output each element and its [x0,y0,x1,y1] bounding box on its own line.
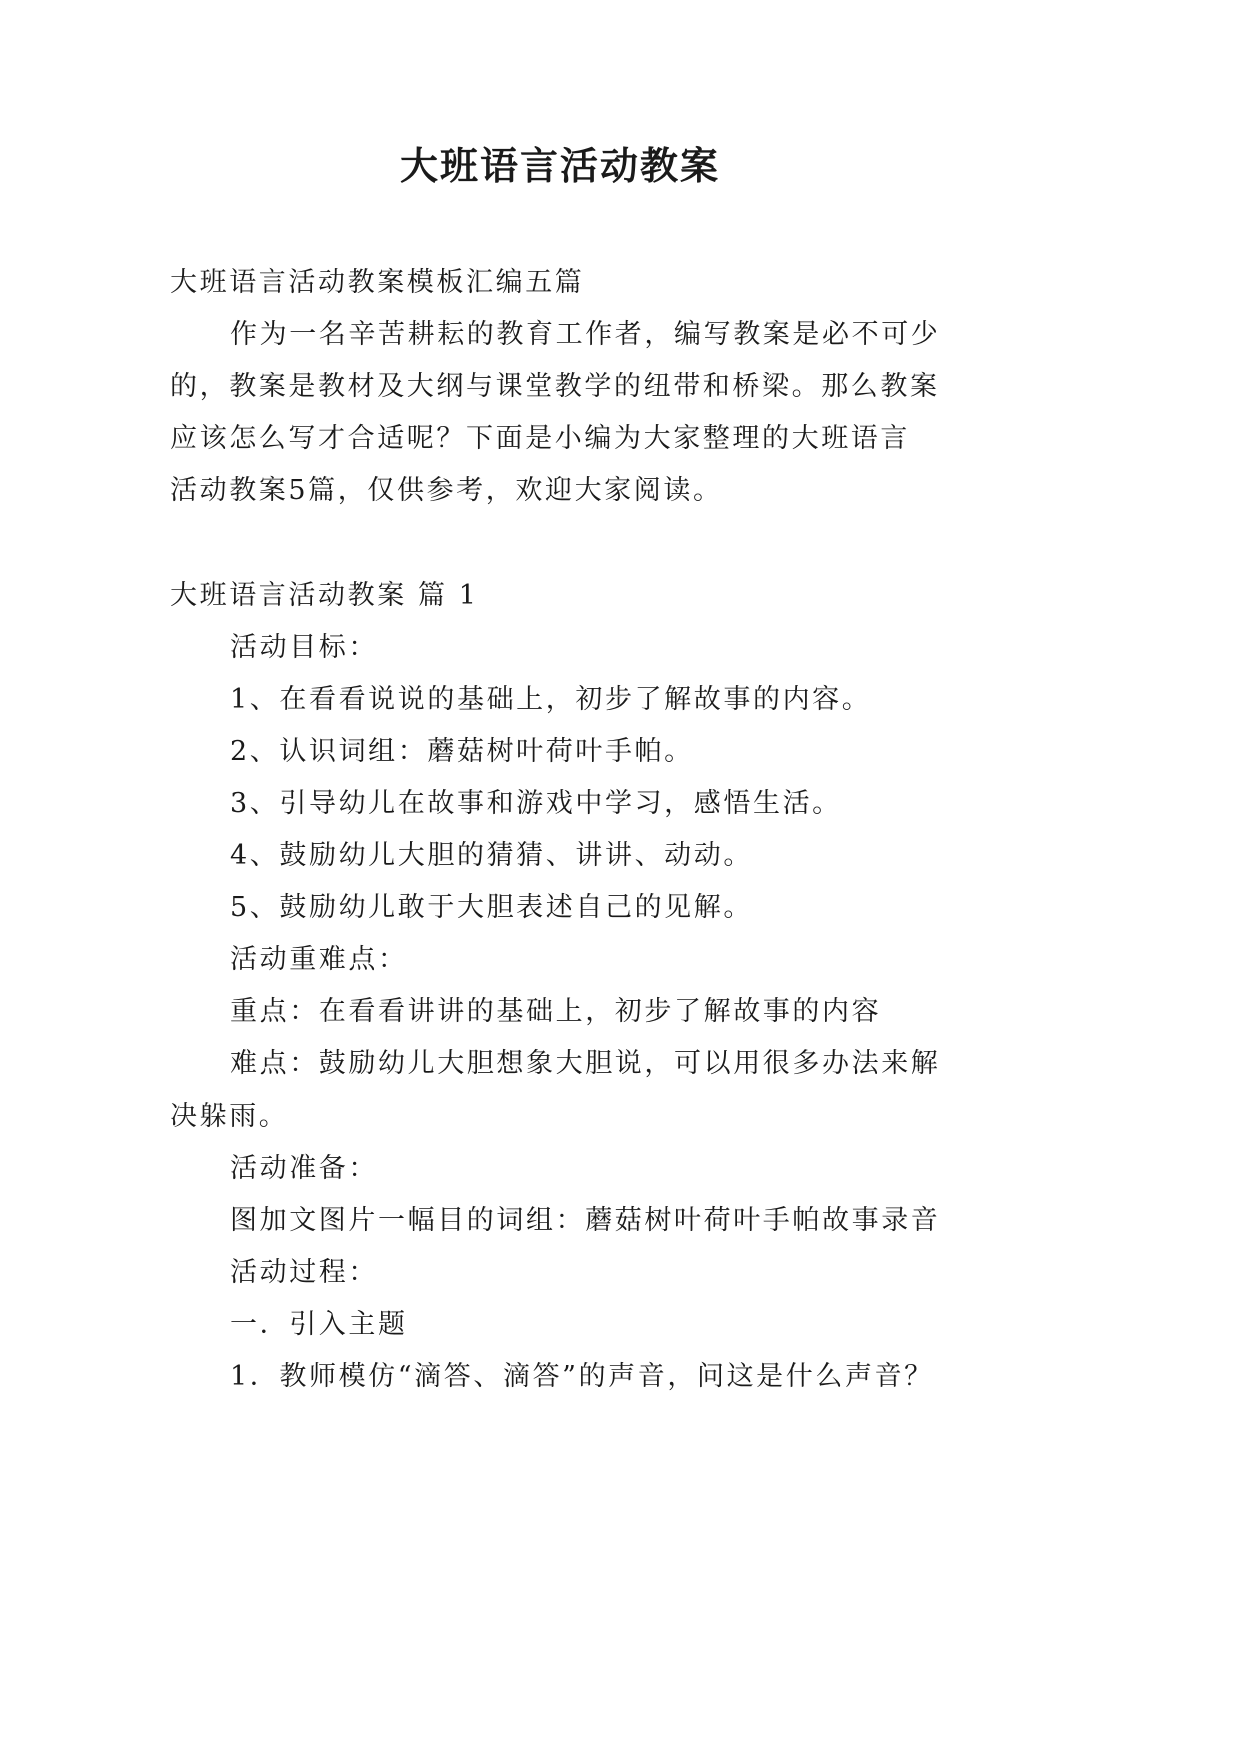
goal-item: 4、鼓励幼儿大胆的猜猜、讲讲、动动。 [230,840,753,872]
document-subtitle: 大班语言活动教案模板汇编五篇 [170,267,585,298]
key-points-label: 活动重难点： [230,944,408,976]
goal-item: 5、鼓励幼儿敢于大胆表述自己的见解。 [230,892,753,924]
goal-item: 1、在看看说说的基础上，初步了解故事的内容。 [230,683,872,715]
document-title: 大班语言活动教案 [399,143,720,188]
goal-item: 2、认识词组：蘑菇树叶荷叶手帕。 [230,735,694,767]
key-point: 重点：在看看讲讲的基础上，初步了解故事的内容 [230,996,882,1028]
document-body [170,257,1070,1403]
prep-text: 图加文图片一幅目的词组：蘑菇树叶荷叶手帕故事录音 [230,1204,941,1236]
difficulty-line: 难点：鼓励幼儿大胆想象大胆说，可以用很多办法来解 [230,1048,941,1080]
process-label: 活动过程： [230,1256,378,1288]
section-heading: 大班语言活动教案 篇 1 [170,579,479,611]
goal-item: 3、引导幼儿在故事和游戏中学习，感悟生活。 [230,787,842,819]
prep-label: 活动准备： [230,1152,378,1184]
goals-label: 活动目标： [230,631,378,663]
difficulty-line: 决躲雨。 [170,1100,289,1132]
intro-line: 作为一名辛苦耕耘的教育工作者，编写教案是必不可少 [230,319,941,351]
process-substep: 1．教师模仿“滴答、滴答”的声音，问这是什么声音？ [230,1360,934,1392]
intro-line: 的，教案是教材及大纲与课堂教学的纽带和桥梁。那么教案 [170,371,940,403]
intro-line: 应该怎么写才合适呢？下面是小编为大家整理的大班语言 [170,423,910,455]
process-step: 一．引入主题 [230,1308,408,1340]
blank-line [170,517,1070,569]
intro-line: 活动教案5篇，仅供参考，欢迎大家阅读。 [170,475,723,507]
